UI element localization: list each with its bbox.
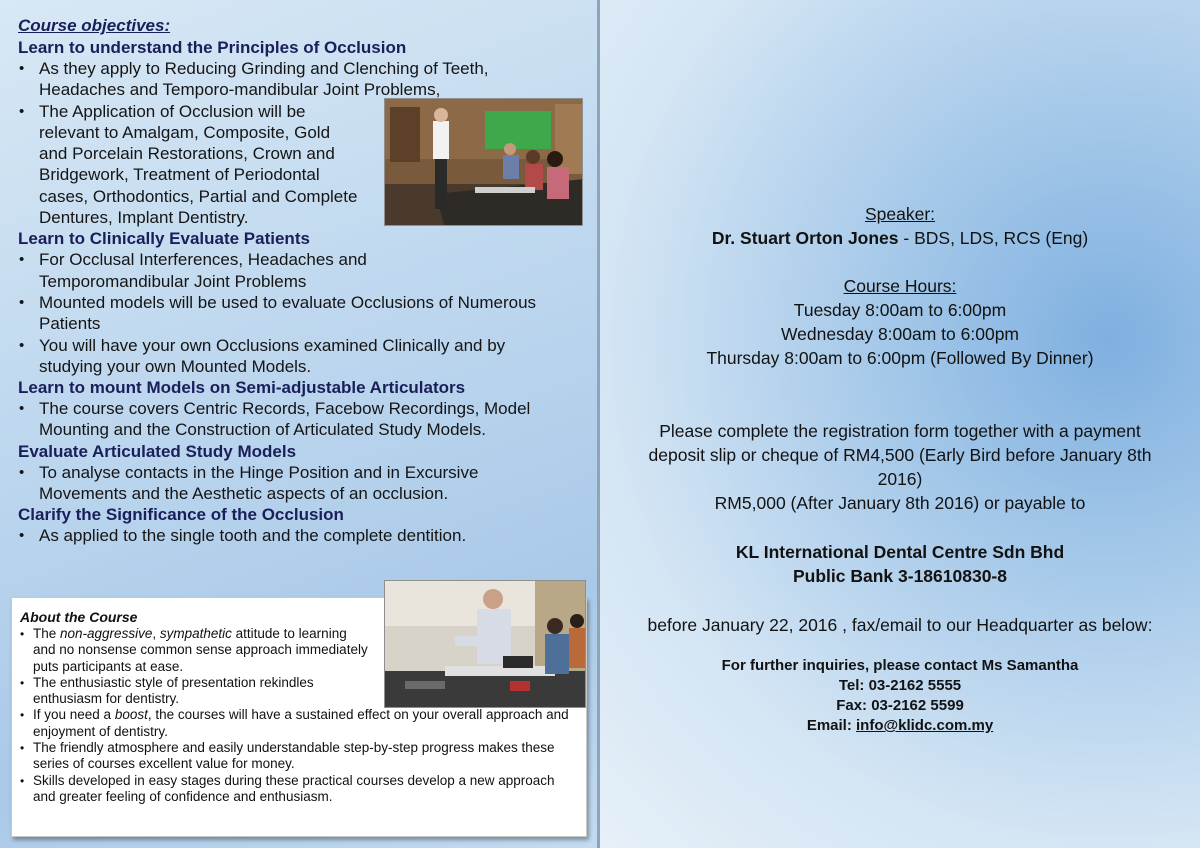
speaker-qualifications: - BDS, LDS, RCS (Eng) [898, 228, 1089, 248]
registration-line-3: 2016) [877, 469, 923, 489]
objective-item: • The course covers Centric Records, Facebow Recordings, Model Mounting and the Construction of Articulated Study Models. [18, 398, 593, 441]
about-item: • The friendly atmosphere and easily understandable step-by-step progress makes these series of courses excellent value for money. [20, 740, 555, 773]
hands-on-photo-image [385, 581, 586, 708]
objective-item: • For Occlusal Interferences, Headaches and Temporomandibular Joint Problems [18, 249, 418, 292]
objective-heading-mount: Learn to mount Models on Semi-adjustable Articulators [18, 378, 466, 398]
objective-item: • Mounted models will be used to evaluate Occlusions of Numerous Patients [18, 292, 598, 335]
lecture-photo [384, 98, 583, 226]
contact-fax: Fax: 03-2162 5599 [836, 697, 964, 714]
objective-heading-study-models: Evaluate Articulated Study Models [18, 441, 297, 461]
course-hours-label: Course Hours: [843, 276, 957, 296]
lecture-photo-image [385, 99, 583, 226]
speaker-line [600, 226, 1200, 250]
objective-heading-significance: Clarify the Significance of the Occlusion [18, 505, 344, 525]
speaker-name: Dr. Stuart Orton Jones [711, 228, 899, 248]
objective-heading-principles: Learn to understand the Principles of Occlusion [18, 38, 407, 57]
contact-intro: For further inquiries, please contact Ms Samantha [721, 657, 1079, 674]
objective-item: • As applied to the single tooth and the complete dentition. [18, 525, 578, 546]
speaker-label: Speaker: [864, 204, 936, 224]
submission-deadline: before January 22, 2016 , fax/email to our Headquarter as below: [647, 615, 1153, 635]
objective-item: • The Application of Occlusion will be relevant to Amalgam, Composite, Gold and Porcelain Restorations, Crown and Bridgework, Treatment of Periodontal cases, Orthodontics, Partial and Complete Dentures, Implant Dentistry. [18, 101, 363, 229]
course-hours-thursday: Thursday 8:00am to 6:00pm (Followed By Dinner) [706, 348, 1094, 368]
about-item: • The enthusiastic style of presentation rekindles enthusiasm for dentistry. [20, 675, 365, 708]
registration-line-4: RM5,000 (After January 8th 2016) or payable to [714, 493, 1086, 513]
registration-line-1: Please complete the registration form together with a payment [659, 421, 1141, 441]
course-hours-tuesday: Tuesday 8:00am to 6:00pm [793, 300, 1007, 320]
objective-item: • To analyse contacts in the Hinge Position and in Excursive Movements and the Aesthetic aspects of an occlusion. [18, 462, 518, 505]
objective-heading-evaluate: Learn to Clinically Evaluate Patients [18, 229, 310, 249]
objective-item: • As they apply to Reducing Grinding and Clenching of Teeth, Headaches and Temporo-mandibular Joint Problems, [18, 58, 543, 101]
hands-on-photo [384, 580, 586, 708]
about-item: • If you need a boost, the courses will have a sustained effect on your overall approach and enjoyment of dentistry. [20, 707, 580, 740]
contact-tel: Tel: 03-2162 5555 [838, 677, 962, 694]
payee-name: KL International Dental Centre Sdn Bhd [735, 542, 1065, 562]
about-item: • The non-aggressive, sympathetic attitude to learning and no nonsense common sense approach immediately puts participants at ease. [20, 626, 370, 675]
course-hours-wednesday: Wednesday 8:00am to 6:00pm [780, 324, 1020, 344]
objectives-title: Course objectives: [18, 16, 171, 35]
contact-email-link[interactable]: info@klidc.com.my [856, 717, 994, 734]
about-course-title: About the Course [20, 609, 138, 625]
registration-line-2: deposit slip or cheque of RM4,500 (Early Bird before January 8th [648, 445, 1152, 465]
contact-email-label: Email: [806, 717, 857, 734]
payee-bank-account: Public Bank 3-18610830-8 [792, 566, 1007, 586]
contact-email-line [600, 716, 1200, 736]
objective-item: • You will have your own Occlusions examined Clinically and by studying your own Mounted Models. [18, 335, 568, 378]
about-item: • Skills developed in easy stages during these practical courses develop a new approach and greater feeling of confidence and enthusiasm. [20, 773, 580, 806]
